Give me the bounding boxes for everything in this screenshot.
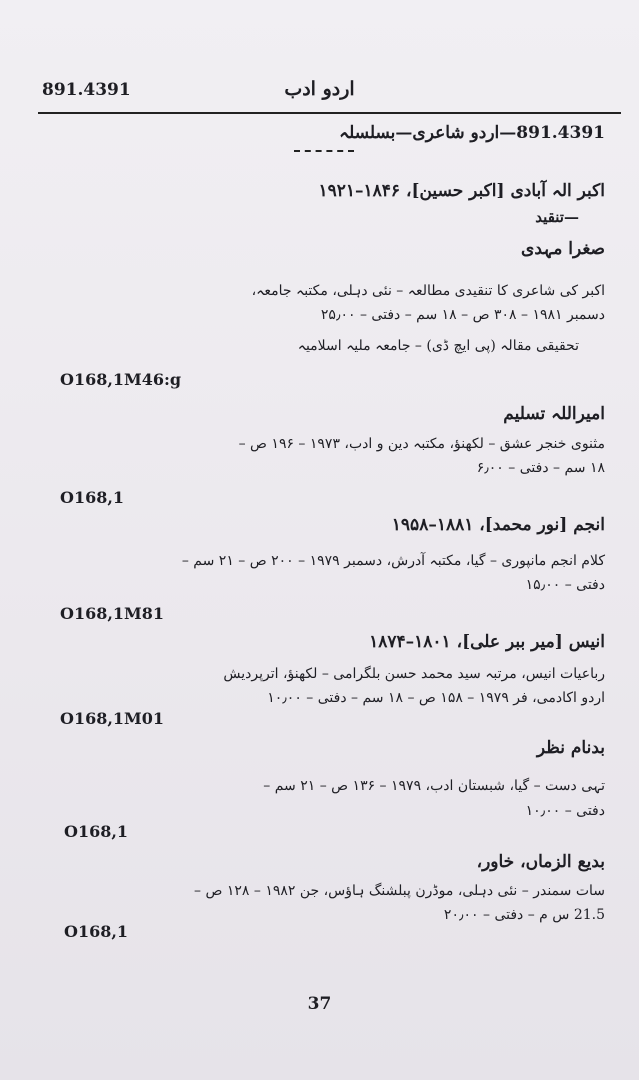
- entry-class-number: O168,1M81: [60, 604, 165, 623]
- entry-class-number: O168,1: [64, 822, 129, 841]
- entry-author: امیراللہ تسلیم: [503, 404, 605, 424]
- entry-line: رباعیات انیس، مرتبہ سید محمد حسن بلگرامی – لکھنؤ، اترپردیش: [223, 666, 605, 682]
- section-heading: 891.4391—اردو شاعری—بسلسلہ: [339, 123, 605, 143]
- header-rule: [38, 112, 621, 114]
- entry-line: دسمبر ۱۹۸۱ – ۳۰۸ ص – ۱۸ سم – دفتی – ۲۵٫۰۰: [320, 307, 605, 323]
- header-title: اردو ادب: [284, 78, 355, 100]
- entry-line: سات سمندر – نئی دہلی، موڈرن پبلشنگ ہاؤس، جن ۱۹۸۲ – ۱۲۸ ص –: [194, 883, 605, 899]
- entry-line: اردو اکادمی، فر ۱۹۷۹ – ۱۵۸ ص – ۱۸ سم – دفتی – ۱۰٫۰۰: [267, 690, 605, 706]
- header-class-number: 891.4391: [42, 80, 131, 100]
- page-number: 37: [307, 994, 332, 1014]
- entry-subheading: —تنقید: [535, 208, 579, 226]
- entry-class-number: O168,1: [64, 922, 129, 941]
- entry-line: ۱۸ سم – دفتی – ۶٫۰۰: [476, 460, 605, 476]
- entry-class-number: O168,1M01: [60, 709, 165, 728]
- entry-author: انجم [نور محمد]، ۱۸۸۱–۱۹۵۸: [391, 515, 605, 535]
- entry-author: بدیع الزماں، خاور،: [476, 852, 605, 872]
- section-underline: [294, 150, 354, 152]
- entry-author: انیس [میر ببر علی]، ۱۸۰۱–۱۸۷۴: [369, 632, 605, 652]
- entry-class-number: O168,1: [60, 488, 125, 507]
- entry-author: بدنام نظر: [536, 738, 605, 758]
- entry-line: دفتی – ۱۰٫۰۰: [525, 803, 605, 819]
- entry-class-number: O168,1M46:g: [60, 370, 182, 389]
- entry-line: کلام انجم مانپوری – گیا، مکتبہ آدرش، دسمبر ۱۹۷۹ – ۲۰۰ ص – ۲۱ سم –: [181, 553, 605, 569]
- entry-line: تحقیقی مقالہ (پی ایچ ڈی) – جامعہ ملیہ اسلامیہ: [297, 338, 579, 354]
- entry-line: مثنوی خنجر عشق – لکھنؤ، مکتبہ دین و ادب، ۱۹۷۳ – ۱۹۶ ص –: [238, 436, 605, 452]
- entry-line: تہی دست – گیا، شبستان ادب، ۱۹۷۹ – ۱۳۶ ص – ۲۱ سم –: [263, 778, 605, 794]
- entry-subauthor: صغرا مہدی: [521, 239, 605, 259]
- entry-line: دفتی – ۱۵٫۰۰: [525, 577, 605, 593]
- entry-line: اکبر کی شاعری کا تنقیدی مطالعہ – نئی دہلی، مکتبہ جامعہ،: [251, 283, 605, 299]
- entry-line: 21.5 س م – دفتی – ۲۰٫۰۰: [443, 907, 605, 923]
- entry-author: اکبر الہ آبادی [اکبر حسین]، ۱۸۴۶–۱۹۲۱: [318, 181, 605, 201]
